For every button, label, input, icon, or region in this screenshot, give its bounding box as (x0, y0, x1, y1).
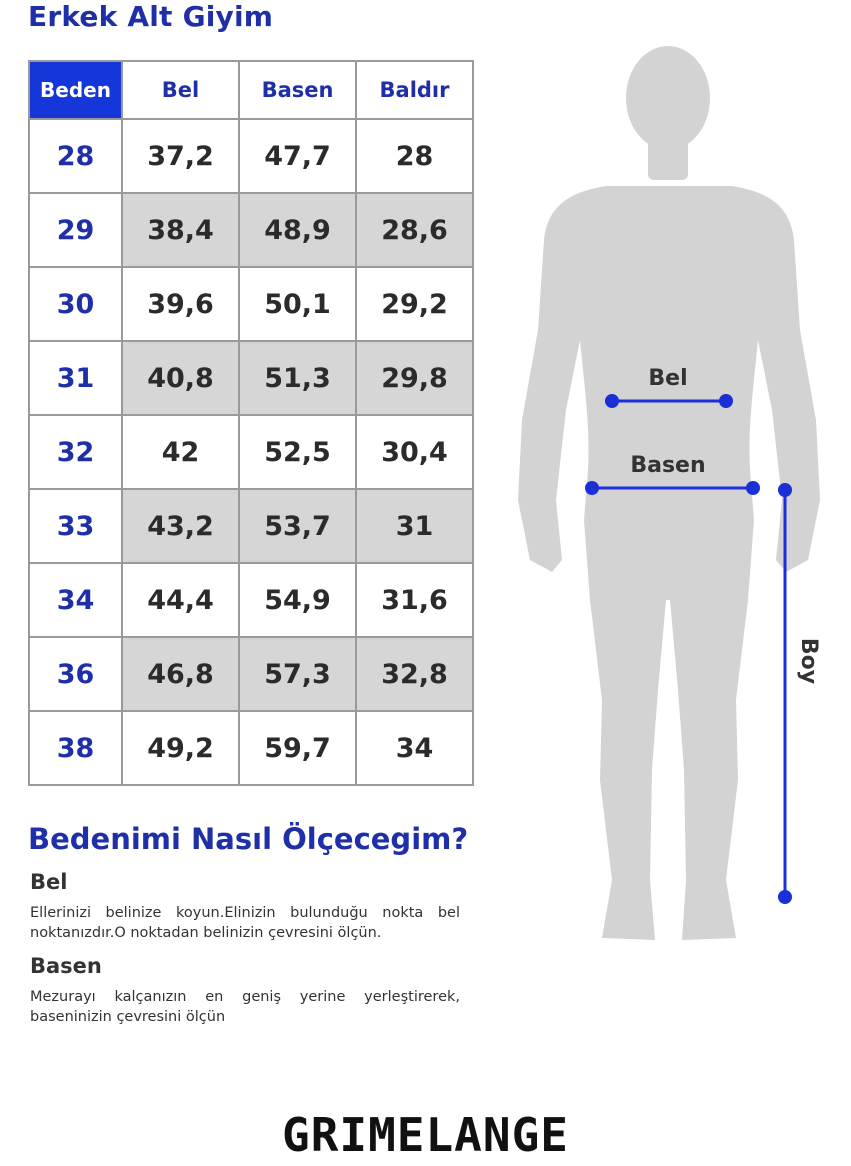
bel-cell: 42 (122, 415, 239, 489)
boy-dot-top-icon (778, 483, 792, 497)
baldir-cell: 31 (356, 489, 473, 563)
basen-cell: 50,1 (239, 267, 356, 341)
baldir-cell: 28 (356, 119, 473, 193)
baldir-cell: 30,4 (356, 415, 473, 489)
size-cell: 28 (29, 119, 122, 193)
body-figure (500, 40, 851, 950)
size-cell: 33 (29, 489, 122, 563)
basen-cell: 48,9 (239, 193, 356, 267)
basen-cell: 47,7 (239, 119, 356, 193)
bel-cell: 40,8 (122, 341, 239, 415)
basen-cell: 53,7 (239, 489, 356, 563)
baldir-cell: 32,8 (356, 637, 473, 711)
bel-cell: 43,2 (122, 489, 239, 563)
table-row (29, 711, 473, 785)
bel-cell: 46,8 (122, 637, 239, 711)
baldir-cell: 34 (356, 711, 473, 785)
basen-cell: 52,5 (239, 415, 356, 489)
boy-label: Boy (796, 637, 821, 685)
header-bel: Bel (122, 61, 239, 119)
size-cell: 32 (29, 415, 122, 489)
guide-bel-text: Ellerinizi belinize koyun.Elinizin bulunduğu nokta bel noktanızdır.O noktadan belinizin çevresini ölçün. (30, 905, 460, 941)
bel-dot-right-icon (719, 394, 733, 408)
boy-dot-bottom-icon (778, 890, 792, 904)
page-title: Erkek Alt Giyim (28, 0, 274, 33)
basen-cell: 54,9 (239, 563, 356, 637)
baldir-cell: 29,8 (356, 341, 473, 415)
size-cell: 36 (29, 637, 122, 711)
baldir-cell: 31,6 (356, 563, 473, 637)
size-table (28, 60, 474, 786)
size-cell: 38 (29, 711, 122, 785)
body-silhouette-icon (518, 46, 820, 940)
basen-cell: 59,7 (239, 711, 356, 785)
bel-dot-left-icon (605, 394, 619, 408)
table-row (29, 267, 473, 341)
size-cell: 29 (29, 193, 122, 267)
header-baldir: Baldır (356, 61, 473, 119)
basen-cell: 57,3 (239, 637, 356, 711)
baldir-cell: 28,6 (356, 193, 473, 267)
table-row (29, 119, 473, 193)
guide-title: Bedenimi Nasıl Ölçecegim? (28, 822, 469, 856)
bel-label: Bel (648, 366, 688, 391)
header-beden: Beden (29, 61, 122, 119)
baldir-cell: 29,2 (356, 267, 473, 341)
table-row (29, 341, 473, 415)
table-row (29, 193, 473, 267)
table-row (29, 637, 473, 711)
guide-basen-title: Basen (30, 954, 102, 978)
basen-cell: 51,3 (239, 341, 356, 415)
bel-cell: 39,6 (122, 267, 239, 341)
bel-cell: 38,4 (122, 193, 239, 267)
table-row (29, 563, 473, 637)
basen-dot-left-icon (585, 481, 599, 495)
table-row (29, 415, 473, 489)
basen-label: Basen (630, 453, 706, 478)
bel-cell: 44,4 (122, 563, 239, 637)
bel-cell: 49,2 (122, 711, 239, 785)
table-row (29, 489, 473, 563)
size-cell: 30 (29, 267, 122, 341)
basen-dot-right-icon (746, 481, 760, 495)
header-basen: Basen (239, 61, 356, 119)
guide-bel-title: Bel (30, 870, 68, 894)
brand-logo: GRIMELANGE (282, 1108, 569, 1162)
guide-basen-text: Mezurayı kalçanızın en geniş yerine yerleştirerek, baseninizin çevresini ölçün (30, 989, 460, 1025)
size-cell: 31 (29, 341, 122, 415)
size-cell: 34 (29, 563, 122, 637)
bel-cell: 37,2 (122, 119, 239, 193)
table-header-row (29, 61, 473, 119)
